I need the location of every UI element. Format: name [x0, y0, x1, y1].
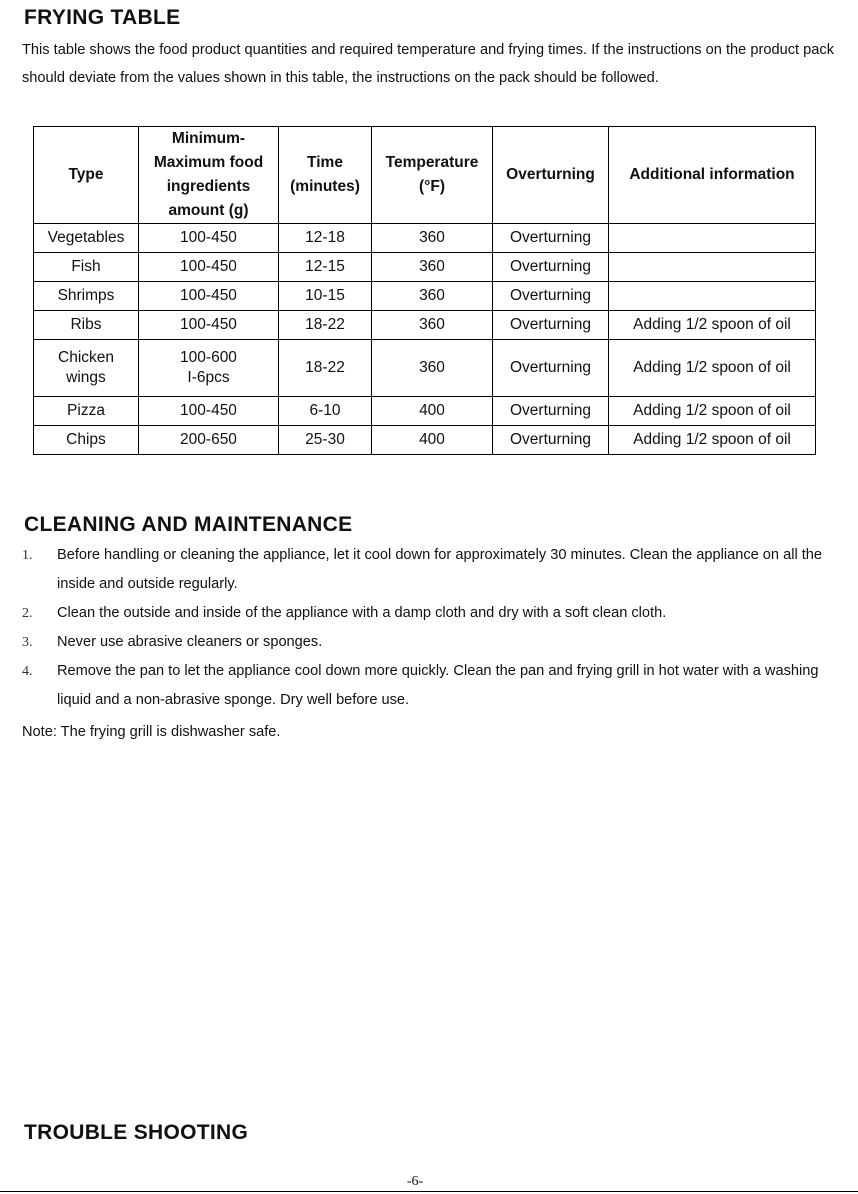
- header-time: Time (minutes): [279, 127, 372, 224]
- cell-overturning: Overturning: [493, 340, 609, 397]
- table-row: [34, 311, 816, 340]
- cell-temperature: 360: [372, 224, 493, 253]
- header-temperature: Temperature (°F): [372, 127, 493, 224]
- table-header-row: [34, 127, 816, 224]
- table-row: [34, 253, 816, 282]
- cell-temperature: 400: [372, 426, 493, 455]
- cell-additional-info: Adding 1/2 spoon of oil: [609, 397, 816, 426]
- list-item: [22, 628, 834, 657]
- dishwasher-note: Note: The frying grill is dishwasher safe.: [22, 724, 281, 740]
- cell-overturning: Overturning: [493, 426, 609, 455]
- cell-time: 25-30: [279, 426, 372, 455]
- cell-amount: 100-450: [139, 224, 279, 253]
- table-row: [34, 397, 816, 426]
- cell-type: Pizza: [34, 397, 139, 426]
- table-row: [34, 426, 816, 455]
- cell-additional-info: [609, 253, 816, 282]
- cell-type: Vegetables: [34, 224, 139, 253]
- bottom-rule: [0, 1191, 858, 1192]
- cell-amount: 100-600 I-6pcs: [139, 340, 279, 397]
- item-number: 4.: [22, 664, 33, 679]
- cell-additional-info: [609, 224, 816, 253]
- item-text: Clean the outside and inside of the appliance with a damp cloth and dry with a soft clean cloth.: [57, 605, 667, 621]
- item-text: Remove the pan to let the appliance cool down more quickly. Clean the pan and frying grill in hot water with a washing liquid and a non-abrasive sponge. Dry well before use.: [57, 663, 819, 708]
- frying-table: [33, 126, 816, 455]
- header-amount: Minimum- Maximum food ingredients amount (g): [139, 127, 279, 224]
- cell-overturning: Overturning: [493, 253, 609, 282]
- header-type: Type: [34, 127, 139, 224]
- cell-type: Chicken wings: [34, 340, 139, 397]
- cell-overturning: Overturning: [493, 397, 609, 426]
- cell-temperature: 360: [372, 340, 493, 397]
- cleaning-steps-list: [22, 541, 834, 715]
- cell-overturning: Overturning: [493, 311, 609, 340]
- item-number: 2.: [22, 606, 33, 621]
- cell-overturning: Overturning: [493, 282, 609, 311]
- cell-overturning: Overturning: [493, 224, 609, 253]
- item-number: 3.: [22, 635, 33, 650]
- cell-amount: 100-450: [139, 311, 279, 340]
- frying-table-intro: This table shows the food product quantities and required temperature and frying times. If the instructions on the product pack should deviate from the values shown in this table, the instructions on the pack should be followed.: [22, 42, 834, 86]
- cell-additional-info: Adding 1/2 spoon of oil: [609, 426, 816, 455]
- cell-time: 6-10: [279, 397, 372, 426]
- cell-temperature: 400: [372, 397, 493, 426]
- table-row: [34, 282, 816, 311]
- cell-temperature: 360: [372, 253, 493, 282]
- cell-time: 12-15: [279, 253, 372, 282]
- item-text: Before handling or cleaning the appliance, let it cool down for approximately 30 minutes. Clean the appliance on all the inside and outside regularly.: [57, 547, 823, 592]
- cell-additional-info: Adding 1/2 spoon of oil: [609, 311, 816, 340]
- table-row: [34, 340, 816, 397]
- cell-temperature: 360: [372, 282, 493, 311]
- item-text: Never use abrasive cleaners or sponges.: [57, 634, 323, 650]
- header-additional-info: Additional information: [609, 127, 816, 224]
- cell-time: 12-18: [279, 224, 372, 253]
- item-number: 1.: [22, 548, 33, 563]
- cell-type: Ribs: [34, 311, 139, 340]
- cell-time: 18-22: [279, 311, 372, 340]
- trouble-shooting-title: TROUBLE SHOOTING: [24, 1121, 249, 1144]
- frying-table-title: FRYING TABLE: [24, 6, 181, 29]
- header-overturning: Overturning: [493, 127, 609, 224]
- page-number: -6-: [406, 1174, 424, 1189]
- cell-type: Shrimps: [34, 282, 139, 311]
- cell-time: 10-15: [279, 282, 372, 311]
- list-item: [22, 657, 834, 715]
- cell-amount: 200-650: [139, 426, 279, 455]
- cell-amount: 100-450: [139, 282, 279, 311]
- list-item: [22, 541, 834, 599]
- cell-type: Fish: [34, 253, 139, 282]
- table-row: [34, 224, 816, 253]
- cell-amount: 100-450: [139, 397, 279, 426]
- cell-time: 18-22: [279, 340, 372, 397]
- cell-additional-info: [609, 282, 816, 311]
- cell-type: Chips: [34, 426, 139, 455]
- list-item: [22, 599, 834, 628]
- cell-additional-info: Adding 1/2 spoon of oil: [609, 340, 816, 397]
- cleaning-title: CLEANING AND MAINTENANCE: [24, 513, 353, 536]
- cell-temperature: 360: [372, 311, 493, 340]
- cell-amount: 100-450: [139, 253, 279, 282]
